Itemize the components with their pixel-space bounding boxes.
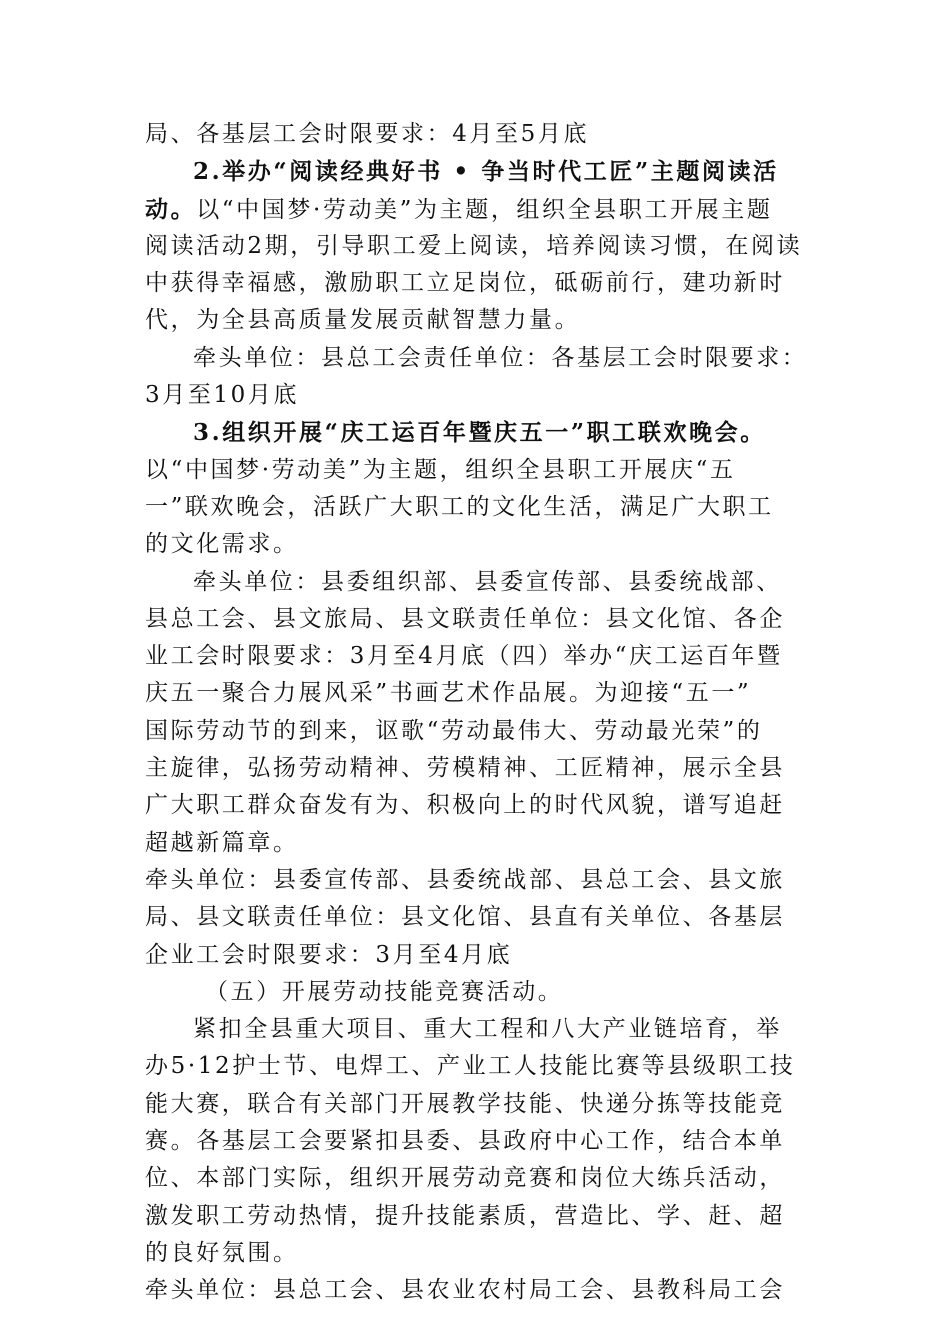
section-heading-5: （五）开展劳动技能竞赛活动。: [205, 978, 564, 1005]
text-line: 位、本部门实际，组织开展劳动竞赛和岗位大练兵活动，: [145, 1165, 785, 1192]
text-line: 业工会时限要求：3月至4月底（四）举办“庆工运百年暨: [145, 643, 783, 670]
paragraph-text: 以“中国梦·劳动美”为主题，组织全县职工开展主题: [196, 196, 773, 223]
document-body: [145, 116, 810, 1310]
lead-unit-line: 牵头单位：县总工会责任单位：各基层工会时限要求：: [193, 344, 808, 371]
section-heading-2: 2.举办“阅读经典好书 • 争当时代工匠”主题阅读活: [193, 158, 779, 186]
lead-unit-line: 牵头单位：县委组织部、县委宣传部、县委统战部、: [193, 568, 782, 595]
text-line: 以“中国梦·劳动美”为主题，组织全县职工开展庆“五: [145, 456, 736, 483]
text-line: 阅读活动2期，引导职工爱上阅读，培养阅读习惯，在阅读: [145, 232, 803, 259]
text-line: 紧扣全县重大项目、重大工程和八大产业链培育，举: [193, 1016, 782, 1043]
text-line: 广大职工群众奋发有为、积极向上的时代风貌，谱写追赶: [145, 792, 785, 819]
text-line: 超越新篇章。: [145, 829, 299, 856]
text-line: 的良好氛围。: [145, 1239, 299, 1266]
text-line: [145, 191, 810, 228]
section-heading-3: 3.组织开展“庆工运百年暨庆五一”职工联欢晚会。: [193, 419, 766, 447]
text-line: 能大赛，联合有关部门开展教学技能、快递分拣等技能竞: [145, 1090, 785, 1117]
lead-unit-line: 牵头单位：县委宣传部、县委统战部、县总工会、县文旅: [145, 866, 785, 893]
text-line: 企业工会时限要求：3月至4月底: [145, 941, 513, 968]
section-heading-2-end: 动。: [145, 195, 197, 223]
text-line: 中获得幸福感，激励职工立足岗位，砥砺前行，建功新时: [145, 270, 785, 297]
text-line: 代，为全县高质量发展贡献智慧力量。: [145, 307, 581, 334]
text-line: 的文化需求。: [145, 531, 299, 558]
text-line: 庆五一聚合力展风采”书画艺术作品展。为迎接“五一”: [145, 680, 752, 707]
text-line: 激发职工劳动热情，提升技能素质，营造比、学、赶、超: [145, 1202, 785, 1229]
lead-unit-line: 牵头单位：县总工会、县农业农村局工会、县教科局工会: [145, 1277, 785, 1304]
text-line: 局、各基层工会时限要求：4月至5月底: [145, 121, 590, 147]
text-line: 3月至10月底: [145, 382, 300, 409]
text-line: 主旋律，弘扬劳动精神、劳模精神、工匠精神，展示全县: [145, 755, 785, 782]
text-line: 一”联欢晚会，活跃广大职工的文化生活，满足广大职工: [145, 493, 774, 520]
text-line: 局、县文联责任单位：县文化馆、县直有关单位、各基层: [145, 904, 785, 931]
text-line: 国际劳动节的到来，讴歌“劳动最伟大、劳动最光荣”的: [145, 717, 763, 744]
text-line: 赛。各基层工会要紧扣县委、县政府中心工作，结合本单: [145, 1128, 785, 1155]
text-line: 办5·12护士节、电焊工、产业工人技能比赛等县级职工技: [145, 1053, 796, 1080]
text-line: 县总工会、县文旅局、县文联责任单位：县文化馆、各企: [145, 605, 785, 632]
